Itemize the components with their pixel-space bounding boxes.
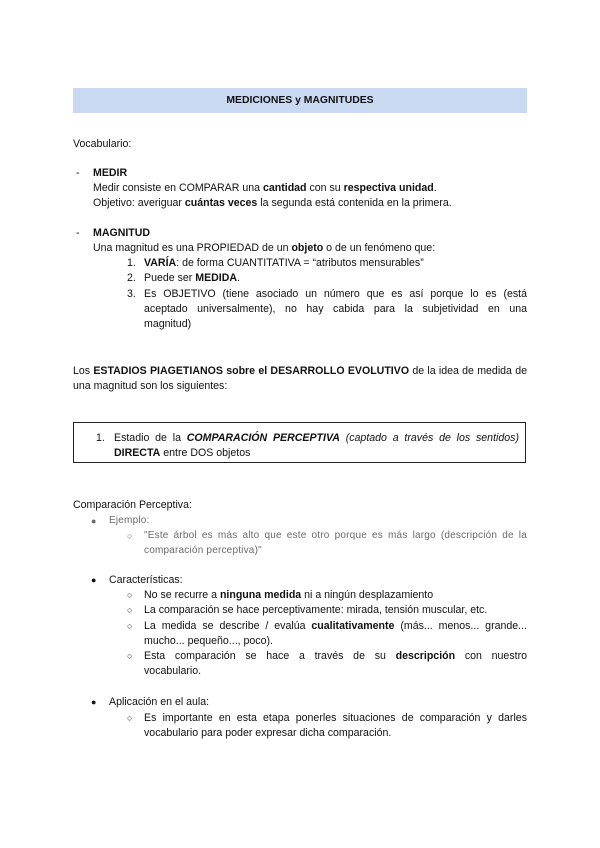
piaget-line-2: una magnitud son los siguientes: (73, 380, 228, 392)
magnitud-item-1-num: 1. (127, 257, 136, 269)
piaget-b: ESTADIOS PIAGETIANOS sobre el DESARROLLO EVOLUTIVO (93, 365, 410, 377)
page-title-text: MEDICIONES y MAGNITUDES (226, 95, 374, 106)
magnitud-item-3-num: 3. (127, 288, 136, 300)
ejemplo-line-2: comparación perceptiva)" (144, 545, 262, 556)
caract-4-c: con nuestro (455, 650, 527, 662)
medir-obj-c: la segunda está contenida en la primera. (257, 197, 452, 209)
piaget-c: de la idea de medida de (409, 365, 527, 377)
medir-obj-a: Objetivo: averiguar (93, 197, 185, 209)
medir-objective (93, 196, 452, 210)
comparacion-label: Comparación Perceptiva: (73, 499, 192, 511)
magnitud-intro-c: o de un fenómeno que: (323, 242, 436, 254)
caract-4-a: Esta comparación se hace a través de su (144, 650, 396, 662)
magnitud-item-2-b: MEDIDA (195, 272, 238, 284)
estadio-line-1 (114, 431, 519, 445)
caract-4-b: descripción (395, 650, 456, 662)
magnitud-heading: MAGNITUD (93, 227, 151, 239)
ejemplo-line-1: "Este árbol es más alto que este otro porque es más largo (descripción de la (144, 530, 527, 541)
medir-obj-b: cuántas veces (184, 197, 258, 209)
magnitud-intro-a: Una magnitud es una PROPIEDAD de un (93, 242, 292, 254)
caract-3-line-2: mucho... pequeño..., poco). (144, 635, 273, 647)
aula-1-line-1: Es importante en esta etapa ponerles situaciones de comparación y darles (144, 712, 527, 724)
medir-definition (93, 181, 437, 195)
estadio-a: Estadio de la (114, 432, 187, 444)
medir-def-d: respectiva unidad (343, 182, 434, 194)
magnitud-intro (93, 241, 435, 255)
aula-bullet: ● (91, 697, 97, 707)
caract-3-line-1 (144, 619, 527, 633)
medir-def-a: Medir consiste en COMPARAR una (93, 182, 263, 194)
caract-1-a: No se recurre a (144, 589, 220, 601)
medir-def-c: con su (306, 182, 344, 194)
caract-label: Características: (109, 574, 183, 586)
caract-4-line-2: vocabulario. (144, 665, 202, 677)
caract-2: La comparación se hace perceptivamente: mirada, tensión muscular, etc. (144, 604, 488, 616)
ejemplo-bullet: ● (91, 516, 97, 526)
magnitud-bullet: - (76, 227, 80, 239)
magnitud-item-2-a: Puede ser (144, 272, 196, 284)
magnitud-item-2-c: . (237, 272, 240, 284)
caract-1 (144, 588, 433, 602)
estadio-e: entre DOS objetos (160, 447, 251, 459)
aula-1-bullet: ○ (127, 713, 133, 723)
ejemplo-label: Ejemplo: (109, 515, 150, 526)
magnitud-item-3-line-2: aceptado universalmente), no hay cabida para la subjetividad en una (144, 303, 527, 315)
estadio-b: COMPARACIÓN PERCEPTIVA (186, 432, 340, 444)
caract-3-c: (más... menos... grande... (394, 620, 527, 632)
estadio-num: 1. (96, 432, 105, 444)
caract-3-b: cualitativamente (311, 620, 395, 632)
aula-1-line-2: vocabulario para poder expresar dicha comparación. (144, 727, 392, 739)
page-title (73, 88, 527, 113)
magnitud-item-1-a: VARÍA (144, 257, 177, 269)
ejemplo-sub-bullet: ○ (127, 531, 133, 541)
caract-3-bullet: ○ (127, 621, 133, 631)
magnitud-item-3-line-1: Es OBJETIVO (tiene asociado un número que es así porque lo es (está (144, 288, 527, 300)
medir-def-b: cantidad (262, 182, 307, 194)
medir-def-e: . (433, 182, 437, 194)
caract-1-b: ninguna medida (219, 589, 302, 601)
magnitud-intro-b: objeto (291, 242, 324, 254)
medir-heading: MEDIR (93, 167, 128, 179)
estadio-line-2 (114, 446, 250, 460)
vocab-label: Vocabulario: (73, 138, 132, 150)
caract-2-bullet: ○ (127, 605, 133, 615)
magnitud-item-3-line-3: magnitud) (144, 318, 192, 330)
piaget-a: Los (73, 365, 94, 377)
magnitud-item-2-num: 2. (127, 272, 136, 284)
caract-1-bullet: ○ (127, 590, 133, 600)
caract-bullet: ● (91, 575, 97, 585)
estadio-d: DIRECTA (114, 447, 161, 459)
caract-4-bullet: ○ (127, 651, 133, 661)
magnitud-item-1 (144, 256, 424, 270)
aula-label: Aplicación en el aula: (109, 696, 210, 708)
piaget-line-1 (73, 364, 527, 378)
magnitud-item-2 (144, 271, 240, 285)
estadio-c: (captado a través de los sentidos) (339, 432, 519, 444)
caract-4-line-1 (144, 649, 527, 663)
caract-1-c: ni a ningún desplazamiento (301, 589, 434, 601)
caract-3-a: La medida se describe / evalúa (144, 620, 312, 632)
magnitud-item-1-b: : de forma CUANTITATIVA = “atributos mensurables” (176, 257, 424, 269)
medir-bullet: - (76, 167, 80, 179)
